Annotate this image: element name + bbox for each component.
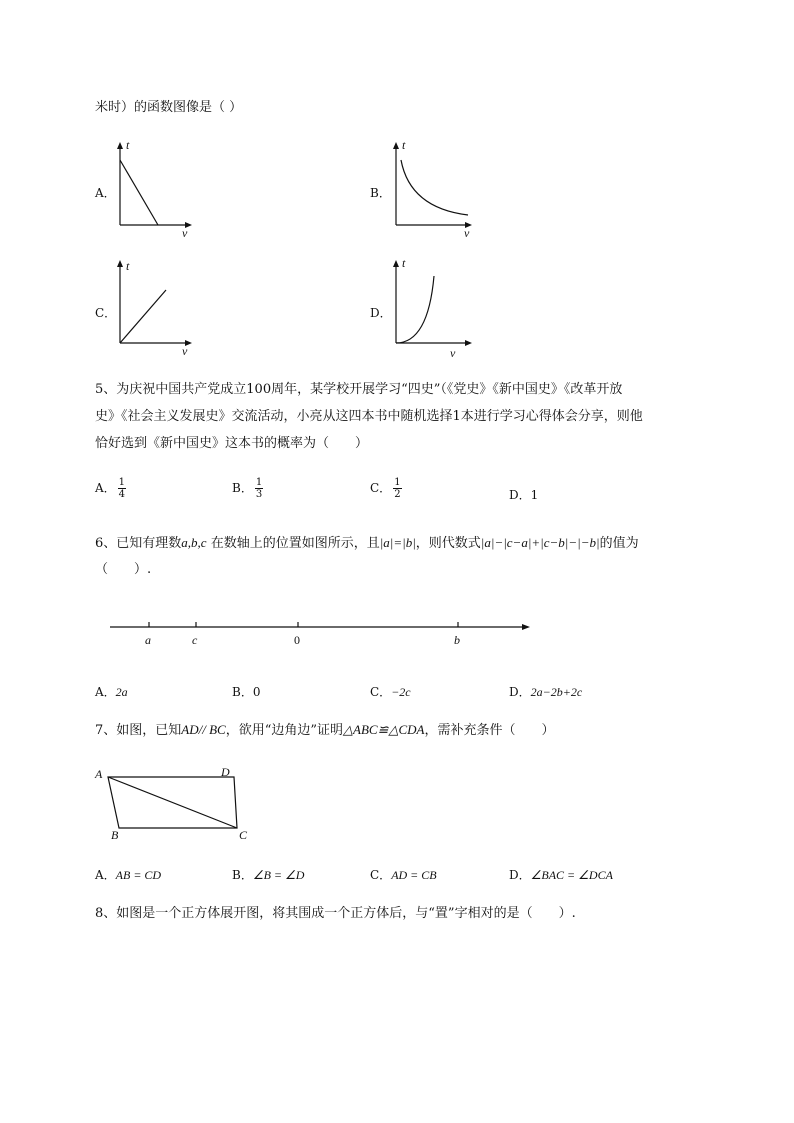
q5-option-b	[232, 477, 263, 500]
q4-graph-a-axis-v: v	[182, 226, 188, 240]
q4-graph-b	[388, 140, 478, 240]
q5-stem-line-3: 恰好选到《新中国史》这本书的概率为（ ）	[95, 436, 369, 451]
q7-option-b: B．∠B = ∠D	[232, 868, 305, 882]
q7-claim: △ABC≌△CDA	[343, 722, 425, 737]
q5-option-d-value: 1	[530, 488, 539, 502]
q5-option-c-label: C．	[370, 481, 392, 495]
q4-option-d-label: D．	[370, 306, 392, 320]
q7-parallelogram	[92, 762, 262, 852]
q4-option-c-label: C．	[95, 306, 117, 320]
q5-option-d-label: D．	[509, 488, 531, 502]
q6-option-c: C．−2c	[370, 685, 411, 699]
q6-vars: a,b,c	[181, 535, 207, 550]
q4-graph-d-axis-t: t	[402, 256, 406, 270]
q4-graph-c-axis-t: t	[126, 259, 130, 273]
q7-option-a: A．AB = CD	[95, 868, 162, 882]
q7-given: AD// BC	[181, 722, 226, 737]
q7-option-c: C．AD = CB	[370, 868, 437, 882]
q5-option-a-label: A．	[95, 481, 116, 495]
q4-graph-d-axis-v: v	[450, 346, 456, 360]
q6-axis-label-b: b	[454, 633, 460, 647]
q5-option-a	[95, 477, 126, 500]
q7-option-d: D．∠BAC = ∠DCA	[509, 868, 613, 882]
q7-point-c: C	[239, 828, 248, 842]
q4-graph-a	[110, 140, 200, 240]
q4-graph-d	[388, 258, 478, 358]
q4-option-b-label: B．	[370, 186, 391, 200]
q6-number-line	[105, 615, 535, 655]
q4-graph-c-axis-v: v	[182, 344, 188, 358]
q7-point-d: D	[221, 765, 230, 779]
q5-option-c	[370, 477, 402, 500]
q6-stem-line-1: 6、已知有理数a,b,c 在数轴上的位置如图所示，且|a|=|b|，则代数式|a|−|c−a|+|c−b|−|−b|的值为	[95, 535, 639, 551]
q7-point-b: B	[111, 828, 119, 842]
q4-graph-b-axis-v: v	[464, 226, 470, 240]
q5-option-d	[509, 486, 538, 503]
q6-option-d: D．2a−2b+2c	[509, 685, 583, 699]
q8-stem: 8、如图是一个正方体展开图，将其围成一个正方体后，与“置”字相对的是（ ）.	[95, 906, 576, 921]
q7-point-a: A	[95, 767, 103, 781]
q6-option-a: A．2a	[95, 685, 128, 699]
q5-option-b-fraction: $\frac{1}{3}$	[255, 477, 263, 500]
q6-axis-label-a: a	[145, 633, 151, 647]
q6-axis-label-c: c	[192, 633, 198, 647]
q6-stem-line-2: （ ）.	[95, 562, 152, 577]
q5-option-a-fraction: $\frac{1}{4}$	[118, 477, 126, 500]
q6-expression: |a|−|c−a|+|c−b|−|−b|	[480, 535, 600, 550]
q6-condition: |a|=|b|	[379, 535, 416, 550]
q6-axis-label-0: 0	[294, 633, 300, 647]
q4-graph-c	[110, 258, 200, 358]
q5-stem-line-2: 史》《社会主义发展史》交流活动，小亮从这四本书中随机选择1本进行学习心得体会分享，则他	[95, 409, 643, 424]
q5-option-b-label: B．	[232, 481, 253, 495]
q4-graph-b-axis-t: t	[402, 138, 406, 152]
q4-stem-tail: 米时）的函数图像是（ ）	[95, 100, 243, 115]
q5-option-c-fraction: $\frac{1}{2}$	[394, 477, 401, 500]
q4-option-a-label: A．	[95, 186, 116, 200]
q7-stem: 7、如图，已知AD// BC，欲用“边角边”证明△ABC≌△CDA，需补充条件（ ）	[95, 722, 555, 738]
q4-graph-a-axis-t: t	[126, 138, 130, 152]
q6-option-b: B．0	[232, 685, 261, 699]
q5-stem-line-1: 5、为庆祝中国共产党成立100周年，某学校开展学习“四史”（《党史》《新中国史》《改革开放	[95, 382, 623, 397]
